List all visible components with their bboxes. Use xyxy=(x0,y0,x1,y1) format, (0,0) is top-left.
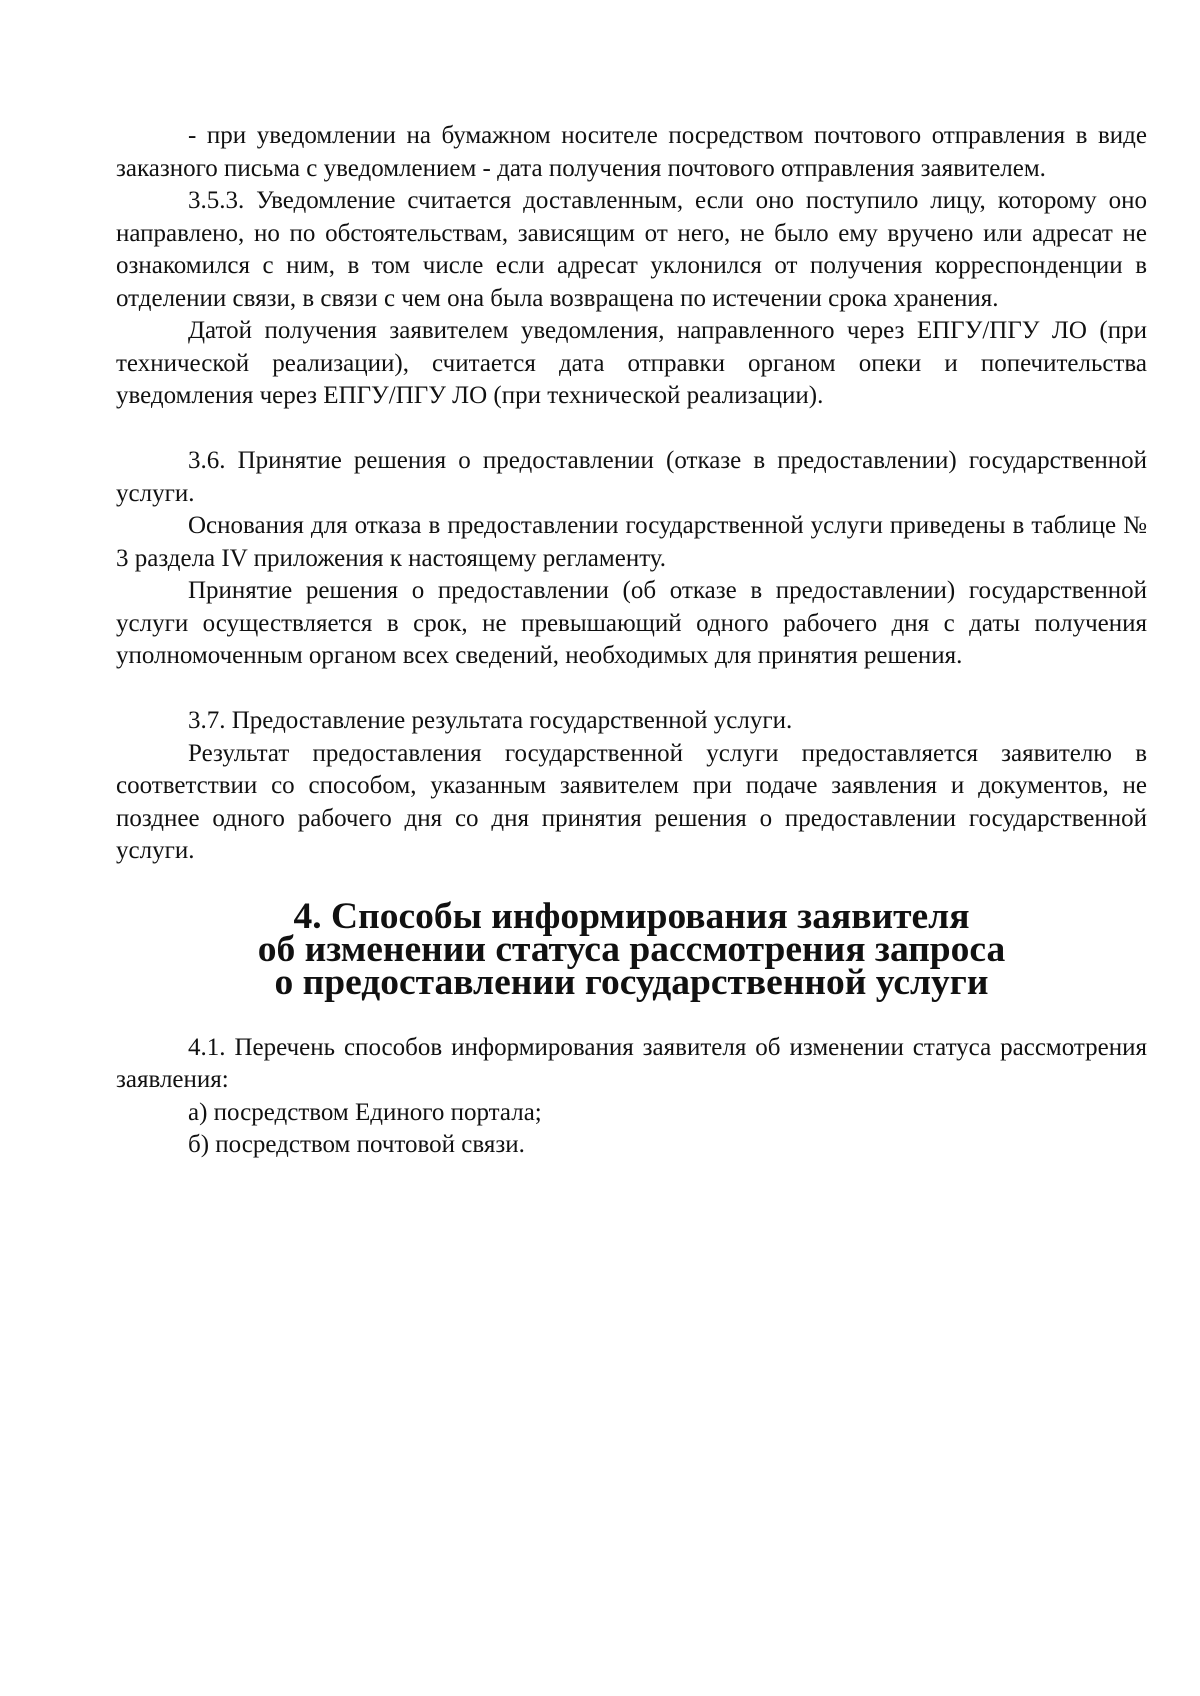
section-4-heading-line-1: 4. Способы информирования заявителя xyxy=(293,896,970,937)
section-4-heading-line-3: о предоставлении государственной услуги xyxy=(274,962,989,1003)
paragraph-3-6: 3.6. Принятие решения о предоставлении (отказе в предоставлении) государственной услуги. xyxy=(116,447,1147,507)
section-spacer xyxy=(116,673,1147,706)
paragraph-4-1: 4.1. Перечень способов информирования заявителя об изменении статуса рассмотрения заявления: xyxy=(116,1033,1147,1093)
paragraph-epgu-notification-date: Датой получения заявителем уведомления, направленного через ЕПГУ/ПГУ ЛО (при технической реализации), считается дата отправки органом опеки и попечительства уведомления через ЕПГУ/ПГУ ЛО (при технической реализации). xyxy=(116,317,1147,409)
section-4-heading-line-2: об изменении статуса рассмотрения запроса xyxy=(257,929,1006,970)
paragraph-result-delivery: Результат предоставления государственной услуги предоставляется заявителю в соответствии со способом, указанным заявителем при подаче заявления и документов, не позднее одного рабочего дня со дня принятия решения о предоставлении государственной услуги. xyxy=(116,739,1147,864)
list-item-unified-portal: а) посредством Единого портала; xyxy=(188,1098,542,1126)
section-spacer xyxy=(116,999,1147,1032)
document-body xyxy=(116,120,1147,1162)
list-item-postal-service: б) посредством почтовой связи. xyxy=(188,1131,525,1158)
paragraph-3-5-3: 3.5.3. Уведомление считается доставленным, если оно поступило лицу, которому оно направлено, но по обстоятельствам, зависящим от него, не было ему вручено или адресат не ознакомился с ним, в том числе если адресат уклонился от получения корреспонденции в отделении связи, в связи с чем она была возвращена по истечении срока хранения. xyxy=(116,187,1147,312)
paragraph-decision-term: Принятие решения о предоставлении (об отказе в предоставлении) государственной услуги осуществляется в срок, не превышающий одного рабочего дня с даты получения уполномоченным органом всех сведений, необходимых для принятия решения. xyxy=(116,577,1147,669)
paragraph-3-7: 3.7. Предоставление результата государственной услуги. xyxy=(188,707,793,734)
paragraph-refusal-grounds: Основания для отказа в предоставлении государственной услуги приведены в таблице № 3 раздела IV приложения к настоящему регламенту. xyxy=(116,512,1147,572)
section-4-heading xyxy=(116,896,1147,1003)
paragraph-mail-notification: - при уведомлении на бумажном носителе посредством почтового отправления в виде заказного письма с уведомлением - дата получения почтового отправления заявителем. xyxy=(116,122,1147,182)
section-spacer xyxy=(116,413,1147,446)
